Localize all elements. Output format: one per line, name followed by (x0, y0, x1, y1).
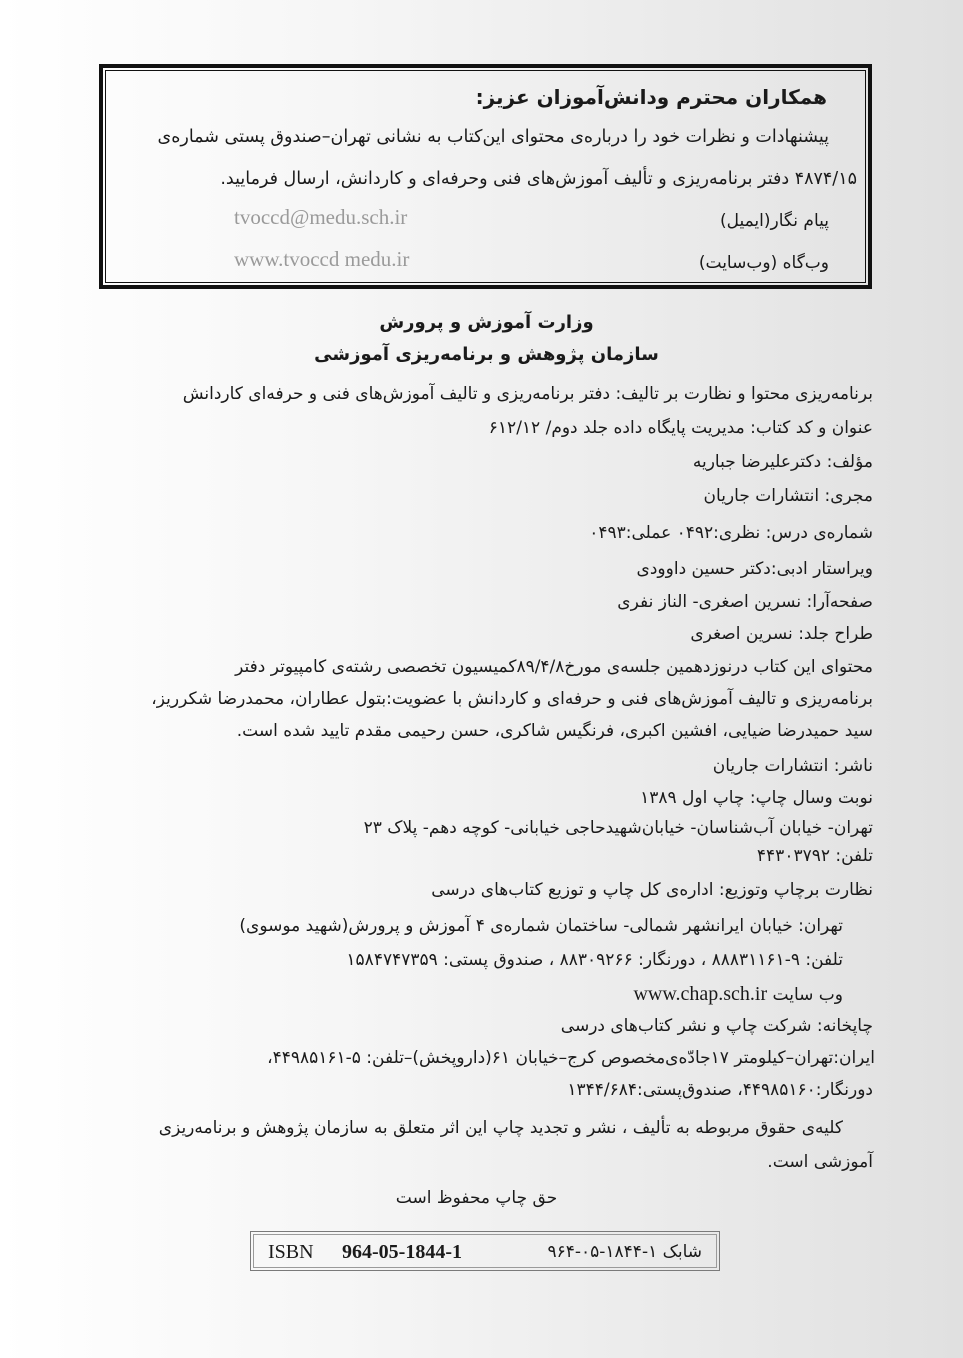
website-link[interactable]: www.tvoccd medu.ir (234, 247, 410, 271)
feedback-text-line-2: ۴۸۷۴/۱۵ دفتر برنامه‌ریزی و تألیف آموزش‌های فنی وحرفه‌ای و کاردانش، ارسال فرمایید. (220, 169, 857, 189)
printer-fax-line: دورنگار:۴۴۹۸۵۱۶۰، صندوق‌پستی:۱۳۴۴/۶۸۴ (567, 1080, 873, 1100)
distribution-website-label: وب سایت (772, 985, 843, 1005)
isbn-label: ISBN (268, 1241, 314, 1263)
feedback-box (99, 64, 872, 289)
isbn-number-latin: 964-05-1844-1 (342, 1241, 462, 1263)
feedback-box-inner (105, 70, 866, 283)
rights-line-1: کلیه‌ی حقوق مربوطه به تألیف ، نشر و تجدید چاپ این اثر متعلق به سازمان پژوهش و برنامه‌ریزی (158, 1118, 843, 1138)
distribution-website-line (633, 982, 843, 1006)
title-code-line: عنوان و کد کتاب: مدیریت پایگاه داده جلد دوم/ ۶۱۲/۱۲ (488, 418, 873, 438)
publisher-line: ناشر: انتشارات جاریان (712, 756, 873, 776)
distribution-line: نظارت برچاپ وتوزیع: اداره‌ی کل چاپ و توزیع کتاب‌های درسی (431, 880, 873, 900)
edition-year-line: نوبت وسال چاپ: چاپ اول ۱۳۸۹ (640, 788, 873, 808)
literary-editor-line: ویراستار ادبی:دکتر حسین داوودی (636, 559, 873, 579)
feedback-title: همکاران محترم ودانش‌آموزان عزیز: (475, 85, 827, 109)
ministry-heading: وزارت آموزش و پرورش (379, 312, 594, 333)
distribution-address-line: تهران: خیابان ایرانشهر شمالی- ساختمان شماره‌ی ۴ آموزش و پرورش(شهید موسوی) (239, 916, 843, 936)
publisher-address-line: تهران- خیابان آب‌شناسان- خیابان‌شهیدحاجی خیابانی- کوچه دهم- پلاک ۲۳ (363, 818, 873, 838)
publisher-phone-line: تلفن: ۴۴۳۰۳۷۹۲ (756, 846, 873, 866)
content-planning-line: برنامه‌ریزی محتوا و نظارت بر تالیف: دفتر برنامه‌ریزی و تالیف آموزش‌های فنی و حرفه‌ای کاردانش (182, 384, 873, 404)
approval-line-1: محتوای این کتاب درنوزدهمین جلسه‌ی مورخ۸۹/۴/۸کمیسیون تخصصی رشته‌ی کامپیوتر دفتر (235, 657, 873, 677)
copyright-notice: حق چاپ محفوظ است (395, 1188, 558, 1208)
distribution-website-link[interactable]: www.chap.sch.ir (633, 983, 768, 1005)
isbn-box-inner (253, 1234, 717, 1268)
isbn-number-persian: شابک ۱-۱۸۴۴-۰۵-۹۶۴ (547, 1242, 702, 1262)
printer-address-line: ایران:تهران–کیلومتر ۱۷جادّه‌ی‌مخصوص کرج–خیابان ۶۱(داروپخش)–تلفن: ۵-۴۴۹۸۵۱۶۱، (267, 1048, 875, 1068)
email-link[interactable]: tvoccd@medu.sch.ir (234, 205, 408, 229)
printer-line: چاپخانه: شرکت چاپ و نشر کتاب‌های درسی (560, 1016, 873, 1036)
cover-designer-line: طراح جلد: نسرین اصغری (690, 624, 873, 644)
website-label: وب‌گاه (وب‌سایت) (698, 253, 829, 273)
layout-designer-line: صفحه‌آرا: نسرین اصغری- الناز نفری (617, 592, 873, 612)
course-number-line: شماره‌ی درس: نظری:۰۴۹۲ عملی:۰۴۹۳ (589, 523, 873, 543)
organization-heading: سازمان پژوهش و برنامه‌ریزی آموزشی (314, 344, 659, 365)
executor-line: مجری: انتشارات جاریان (703, 486, 873, 506)
isbn-box (250, 1231, 720, 1271)
distribution-contact-line: تلفن: ۹-۸۸۸۳۱۱۶۱ ، دورنگار: ۸۸۳۰۹۲۶۶ ، صندوق پستی: ۱۵۸۴۷۴۷۳۵۹ (346, 950, 843, 970)
rights-line-2: آموزشی است. (767, 1152, 873, 1172)
email-label: پیام نگار(ایمیل) (719, 211, 829, 231)
approval-line-2: برنامه‌ریزی و تالیف آموزش‌های فنی و حرفه‌ای و کاردانش با عضویت:بتول عطاران، محمدرضا شکرریز، (151, 689, 873, 709)
approval-line-3: سید حمیدرضا ضیایی، افشین اکبری، فرنگیس شاکری، حسن رحیمی مقدم تایید شده است. (236, 721, 873, 741)
feedback-text-line-1: پیشنهادات و نظرات خود را درباره‌ی محتوای این‌کتاب به نشانی تهران–صندوق پستی شماره‌ی (157, 127, 829, 147)
author-line: مؤلف: دکترعلیرضا جباریه (692, 452, 873, 472)
